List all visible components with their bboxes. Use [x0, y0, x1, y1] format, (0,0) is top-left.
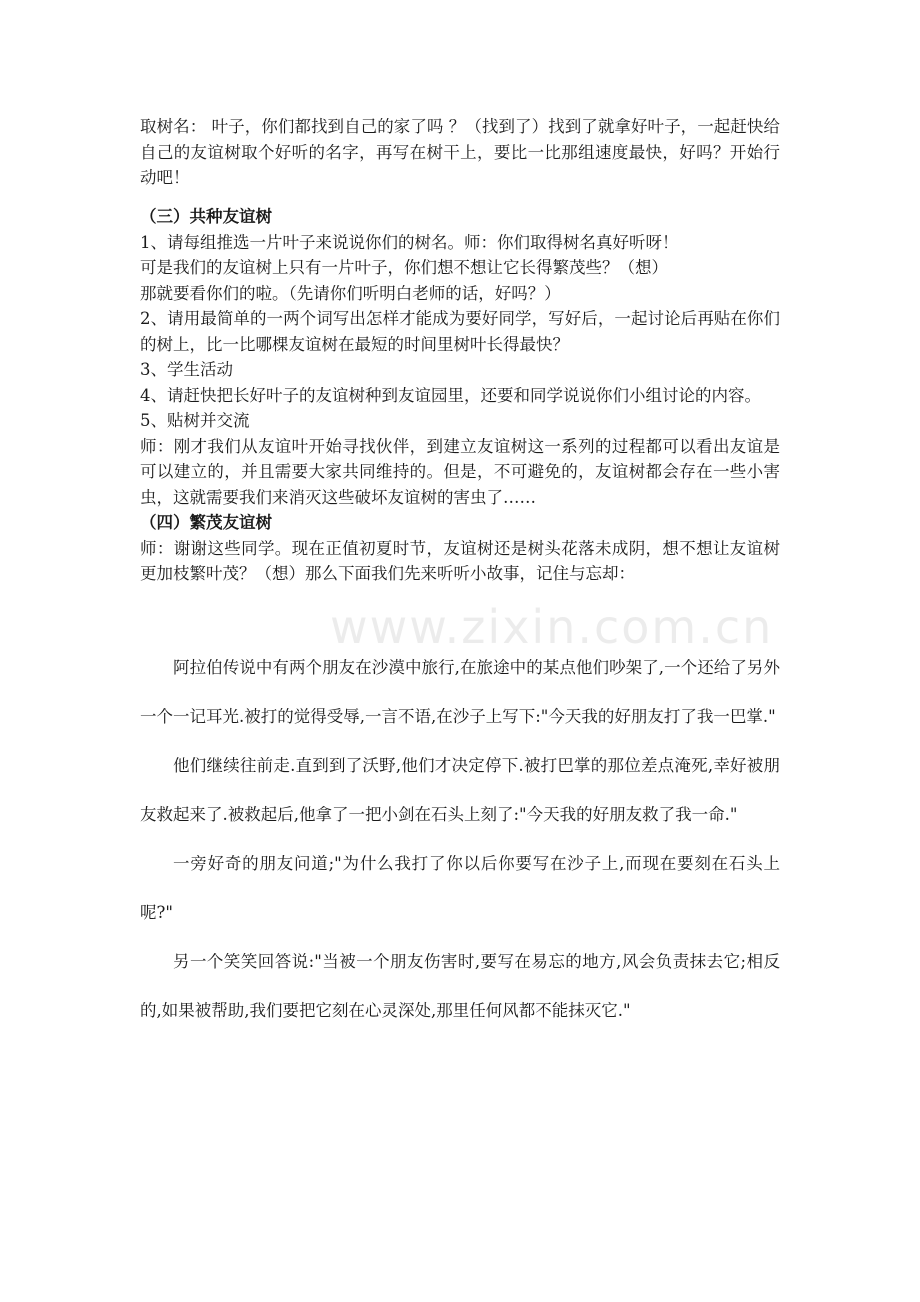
- story-paragraph-3: 一旁好奇的朋友问道;"为什么我打了你以后你要写在沙子上,而现在要刻在石头上呢?": [140, 854, 780, 922]
- section4-intro: 师：谢谢这些同学。现在正值初夏时节，友谊树还是树头花落未成阴，想不想让友谊树更加枝繁叶茂？（想）那么下面我们先来听听小故事，记住与忘却：: [140, 538, 780, 583]
- story-paragraph-4: 另一个笑笑回答说:"当被一个朋友伤害时,要写在易忘的地方,风会负责抹去它;相反的,如果被帮助,我们要把它刻在心灵深处,那里任何风都不能抹灭它.": [140, 952, 780, 1020]
- section3-line-3: 那就要看你们的啦。（先请你们听明白老师的话，好吗？）: [140, 283, 561, 303]
- section3-heading: （三）共种友谊树: [140, 207, 272, 226]
- watermark: www.zixin.com.cn: [330, 600, 774, 654]
- story-paragraph-1: 阿拉伯传说中有两个朋友在沙漠中旅行,在旅途中的某点他们吵架了,一个还给了另外一个一记耳光.被打的觉得受辱,一言不语,在沙子上写下:"今天我的好朋友打了我一巴掌.": [140, 658, 780, 726]
- section3-line-4: 2、请用最简单的一两个词写出怎样才能成为要好同学，写好后，一起讨论后再贴在你们的树上，比一比哪棵友谊树在最短的时间里树叶长得最快？: [140, 309, 780, 354]
- section3-line-8: 师：刚才我们从友谊叶开始寻找伙伴，到建立友谊树这一系列的过程都可以看出友谊是可以建立的，并且需要大家共同维持的。但是，不可避免的，友谊树都会存在一些小害虫，这就需要我们来消灭这些破坏友谊树的害虫了……: [140, 436, 780, 507]
- story-paragraph-2: 他们继续往前走.直到到了沃野,他们才决定停下.被打巴掌的那位差点淹死,幸好被朋友救起来了.被救起后,他拿了一把小剑在石头上刻了:"今天我的好朋友救了我一命.": [140, 756, 780, 824]
- section3-line-1: 1、请每组推选一片叶子来说说你们的树名。师：你们取得树名真好听呀！: [140, 232, 679, 252]
- intro-block: [140, 114, 780, 191]
- section3-line-6: 4、请赶快把长好叶子的友谊树种到友谊园里，还要和同学说说你们小组讨论的内容。: [140, 385, 761, 405]
- story-block: [140, 643, 780, 1035]
- section3-line-2: 可是我们的友谊树上只有一片叶子，你们想不想让它长得繁茂些？（想）: [140, 258, 668, 277]
- section3-line-7: 5、贴树并交流: [140, 411, 250, 430]
- section3-line-5: 3、学生活动: [140, 360, 233, 379]
- section4-heading: （四）繁茂友谊树: [140, 513, 272, 532]
- section3-block: [140, 204, 780, 587]
- intro-paragraph: 取树名： 叶子，你们都找到自己的家了吗 ？（找到了）找到了就拿好叶子，一起赶快给自己的友谊树取个好听的名字，再写在树干上，要比一比那组速度最快，好吗？开始行动吧！: [140, 117, 780, 187]
